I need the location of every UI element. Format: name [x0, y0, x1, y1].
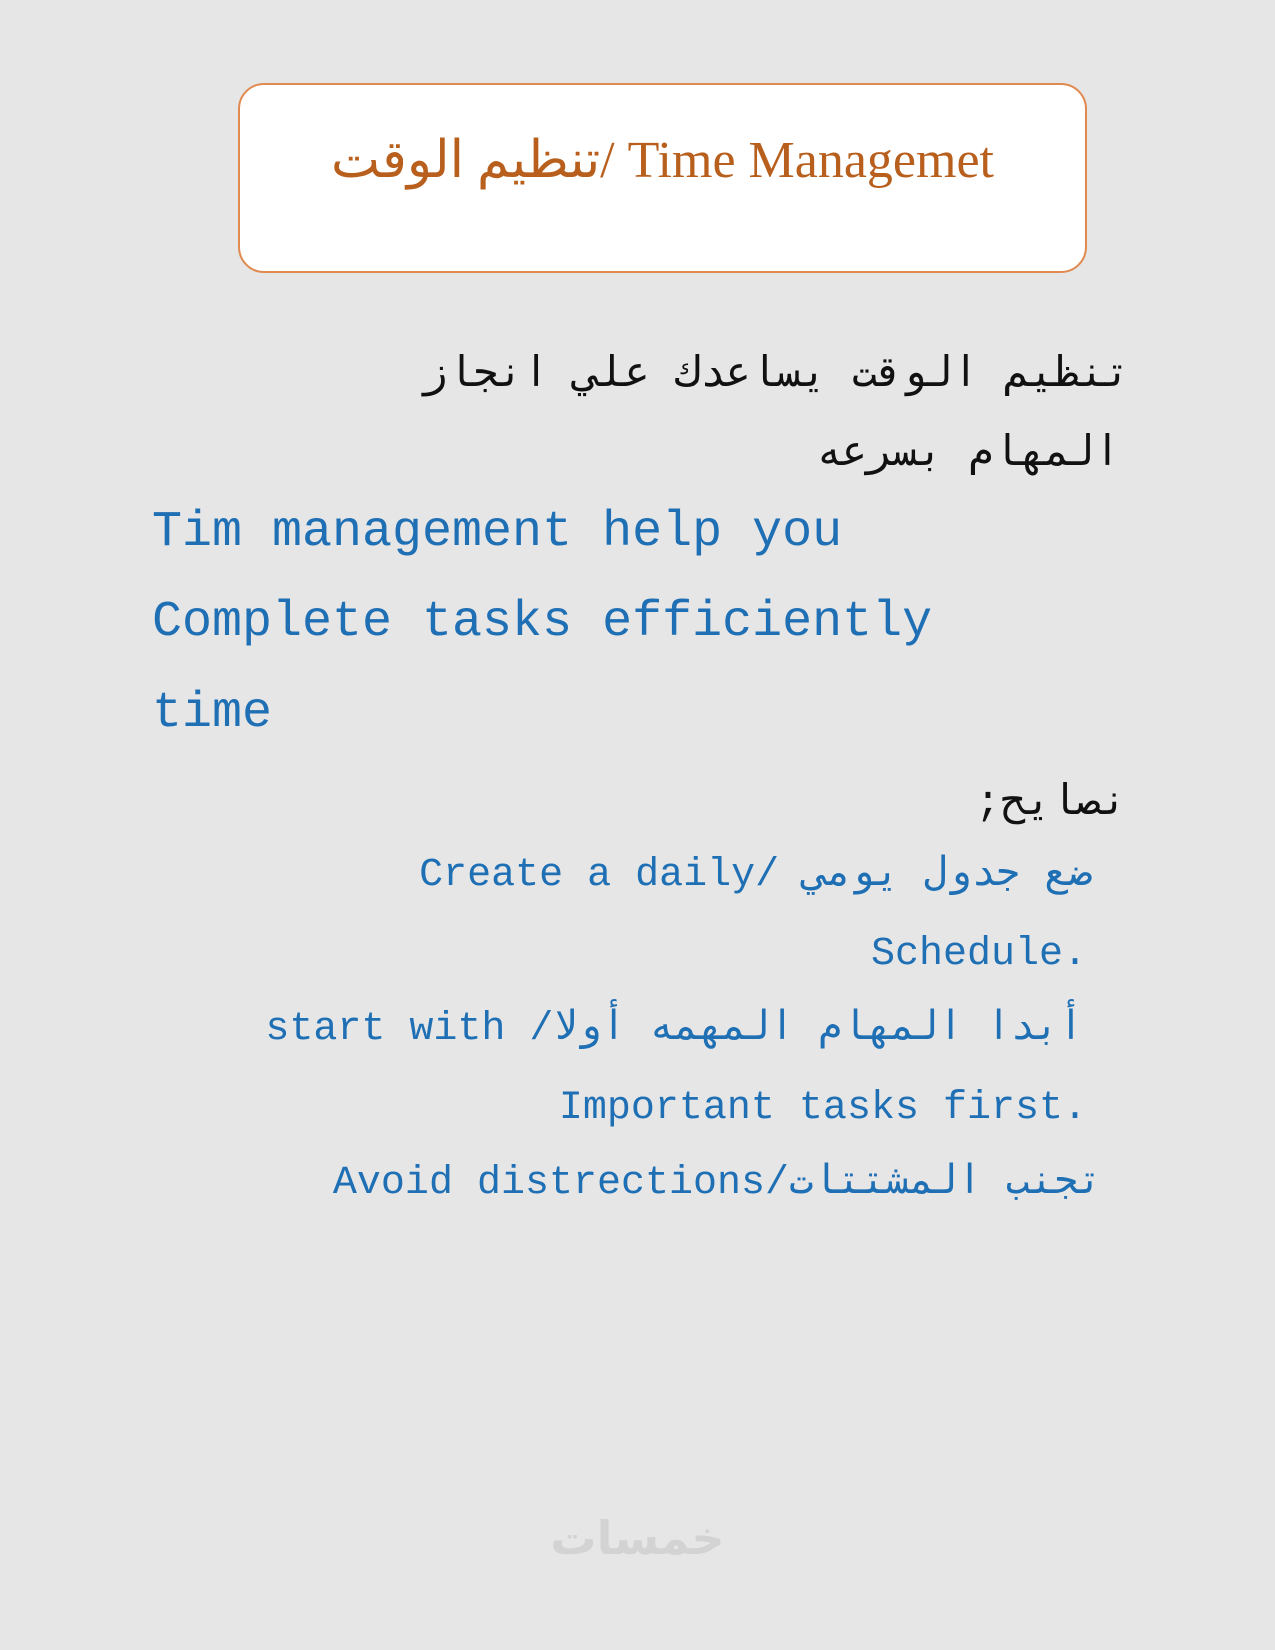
tip-1-line-1: ضع جدول يومي /Create a daily [419, 853, 1092, 898]
intro-arabic-line-2: المهام بسرعه [816, 430, 1120, 478]
title-box [238, 83, 1087, 273]
tip-3-line-1: تجنب المشتتات/Avoid distrections [332, 1161, 1102, 1206]
intro-english-line-2: Complete tasks efficiently [152, 594, 933, 651]
intro-english-line-3: time [152, 685, 273, 742]
page-title: Time Managemet /تنظيم الوقت [330, 132, 994, 189]
tip-2-line-2: .Important tasks first [558, 1086, 1087, 1131]
footer-watermark-logo: خمسات [550, 1511, 725, 1565]
intro-arabic-line-1: تنظيم الوقت يساعدك علي انجاز [422, 351, 1130, 399]
intro-english-line-1: Tim management help you [152, 504, 843, 561]
tip-1-line-2: .Schedule [870, 932, 1087, 977]
tips-heading: نصايح; [975, 779, 1127, 827]
tip-2-line-1: أبدا المهام المهمه أولا/ start with [265, 1007, 1083, 1052]
